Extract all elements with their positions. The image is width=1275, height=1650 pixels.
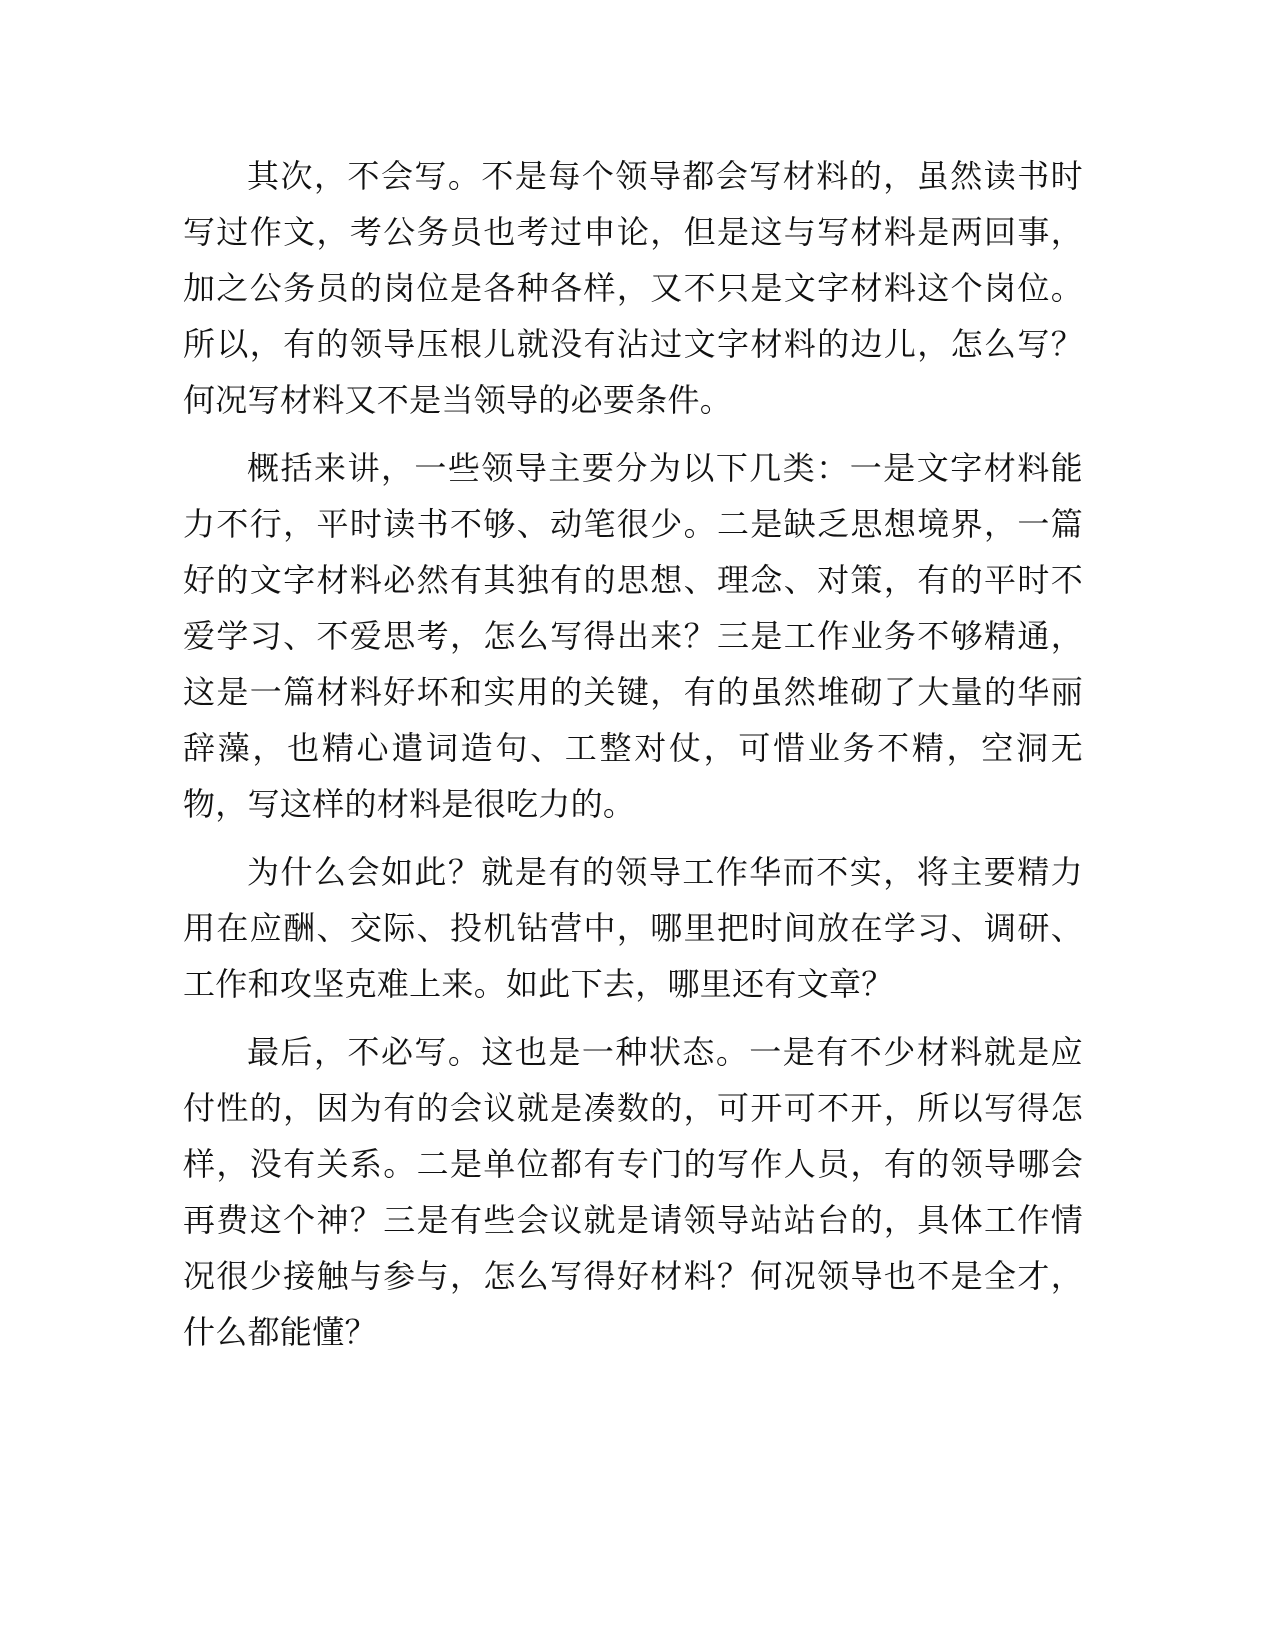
paragraph-2: 概括来讲，一些领导主要分为以下几类：一是文字材料能力不行，平时读书不够、动笔很少。二是缺乏思想境界，一篇好的文字材料必然有其独有的思想、理念、对策，有的平时不爱学习、不爱思考，怎么写得出来？三是工作业务不够精通，这是一篇材料好坏和实用的关键，有的虽然堆砌了大量的华丽辞藻，也精心遣词造句、工整对仗，可惜业务不精，空洞无物，写这样的材料是很吃力的。	[183, 449, 1083, 823]
document-body	[183, 148, 1083, 1372]
paragraph-1: 其次，不会写。不是每个领导都会写材料的，虽然读书时写过作文，考公务员也考过申论，但是这与写材料是两回事，加之公务员的岗位是各种各样，又不只是文字材料这个岗位。所以，有的领导压根儿就没有沾过文字材料的边儿，怎么写？何况写材料又不是当领导的必要条件。	[183, 157, 1083, 419]
paragraph-3: 为什么会如此？就是有的领导工作华而不实，将主要精力用在应酬、交际、投机钻营中，哪里把时间放在学习、调研、工作和攻坚克难上来。如此下去，哪里还有文章？	[183, 853, 1083, 1003]
paragraph-4: 最后，不必写。这也是一种状态。一是有不少材料就是应付性的，因为有的会议就是凑数的，可开可不开，所以写得怎样，没有关系。二是单位都有专门的写作人员，有的领导哪会再费这个神？三是有些会议就是请领导站站台的，具体工作情况很少接触与参与，怎么写得好材料？何况领导也不是全才，什么都能懂？	[183, 1033, 1083, 1351]
